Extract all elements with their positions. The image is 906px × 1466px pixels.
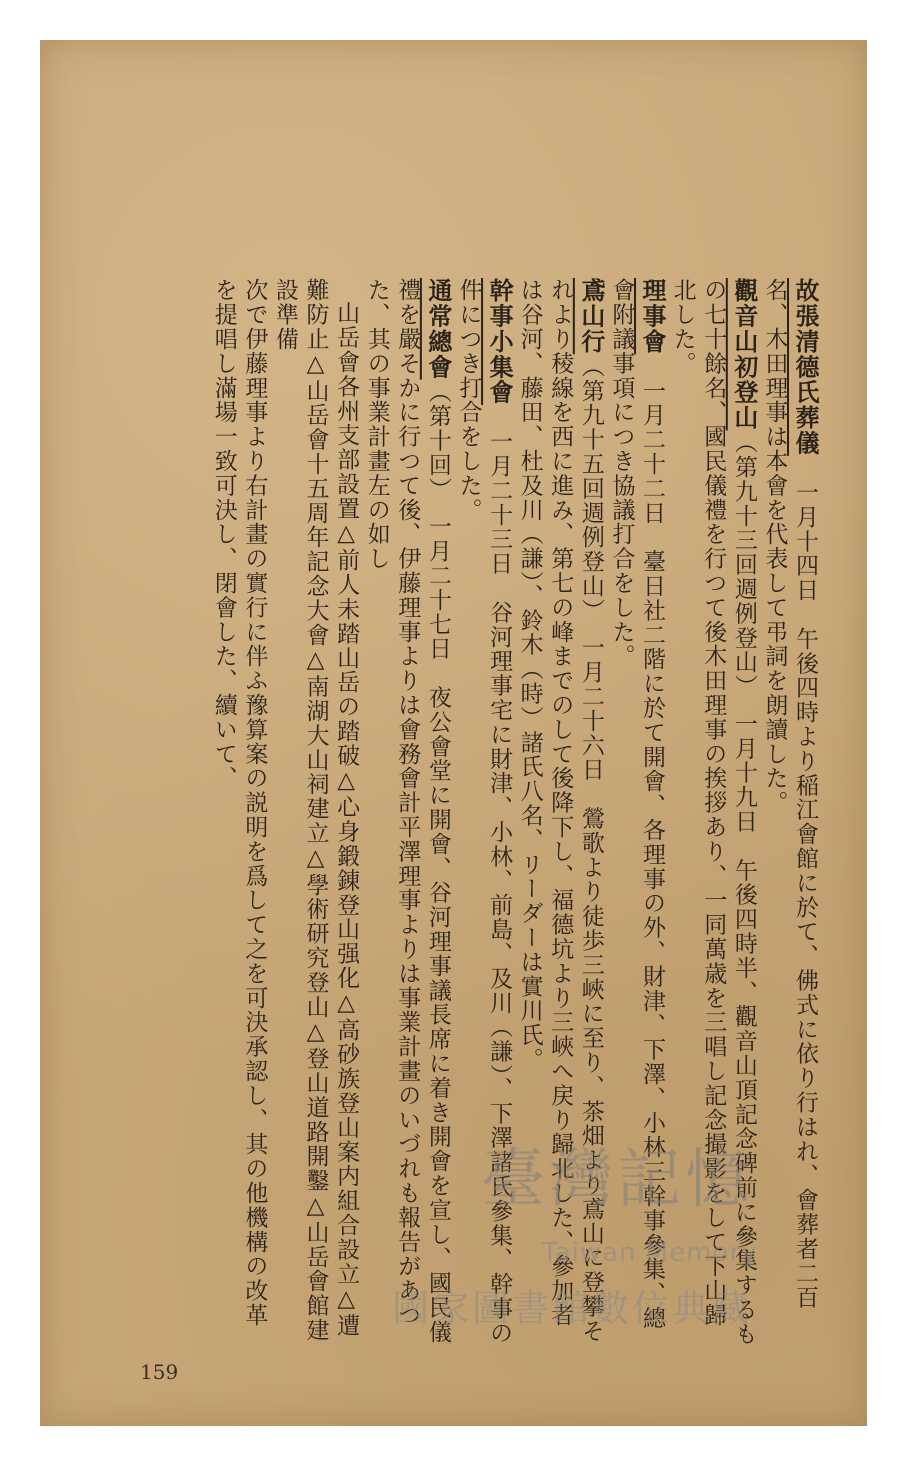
- paragraph-board-meeting: [606, 278, 667, 1348]
- paragraph-budget: [208, 278, 269, 1348]
- paragraph-text: 一月十四日 午後四時より稲江會館に於て、佛式に依り行はれ、會葬者二百名、木田理事は本會を代表して弔詞を朗讀した。: [761, 278, 818, 1310]
- paragraph-general-meeting: [361, 278, 453, 1348]
- heading-general-meeting: 通常總會: [423, 278, 453, 380]
- paragraph-text: （第十回） 一月二十七日 夜公會堂に開會、谷河理事議長席に着き開會を宣し、國民儀禮を嚴そかに行つて後、伊藤理事よりは會務會計平澤理事よりは事業計畫のいづれも報告があつた、其の事業計畫左の如し: [363, 278, 451, 1345]
- paragraph-text: （第九十三回週例登山） 一月十九日 午後四時半、觀音山頂記念碑前に參集するもの七十餘名、國民儀禮を行つて後木田理事の挨拶あり、一同萬歳を三唱し記念撮影をして下山歸北した。: [669, 278, 757, 1347]
- watermark-main: 臺灣記憶: [481, 1143, 753, 1217]
- heading-enzan: 鳶山行: [576, 278, 606, 355]
- vertical-text-body: [130, 278, 820, 1348]
- paragraph-plan-list: [269, 278, 361, 1348]
- paragraph-funeral: [759, 278, 820, 1348]
- paragraph-enzan: [514, 278, 606, 1348]
- watermark-latin: Taiwan Memory: [542, 1238, 758, 1268]
- paragraph-text: 次で伊藤理事より右計畫の實行に伴ふ豫算案の説明を爲して之を可決承認し、其の他機構の改革を提唱し滿場一致可決し、閉會した、續いて、: [210, 278, 268, 1328]
- heading-funeral: 故張清德氏葬儀: [791, 278, 820, 456]
- paragraph-text: 一月二十三日 谷河理事宅に財津、小林、前島、及川（謙）、下澤諸氏參集、幹事の件につき打合をした。: [455, 278, 513, 1346]
- paragraph-kannonzan: [667, 278, 759, 1348]
- watermark-sub: 國家圖書館數位典藏: [392, 1287, 752, 1330]
- heading-kannonzan: 觀音山初登山: [729, 278, 759, 431]
- paragraph-staff-meeting: [453, 278, 514, 1348]
- paragraph-text: （第九十五回週例登山） 一月二十六日 鶯歌より徒歩三峽に至り、茶畑より鳶山に登攀それより稜線を西に進み、第七の峰までのして後降下し、福德坑より三峽へ戻り歸北した、參加者は谷河、藤田、杜及川（謙）、鈴木（時）諸氏八名、リーダーは實川氏。: [516, 278, 604, 1344]
- page-number: 159: [140, 1360, 179, 1384]
- heading-board-meeting: 理事會: [638, 278, 668, 355]
- paragraph-text: 一月二十二日 臺日社二階に於て開會、各理事の外、財津、下澤、小林三幹事參集、總會附議事項につき協議打合をした。: [608, 278, 666, 1331]
- heading-staff-meeting: 幹事小集會: [485, 278, 515, 405]
- paragraph-text: 山岳會各州支部設置△前人未踏山岳の踏破△心身鍛錬登山强化△高砂族登山案内組合設立△遭難防止△山岳會十五周年記念大會△南湖大山祠建立△學術研究登山△登山道路開鑿△山岳會館建設準備: [271, 278, 360, 1343]
- book-page: [40, 40, 867, 1426]
